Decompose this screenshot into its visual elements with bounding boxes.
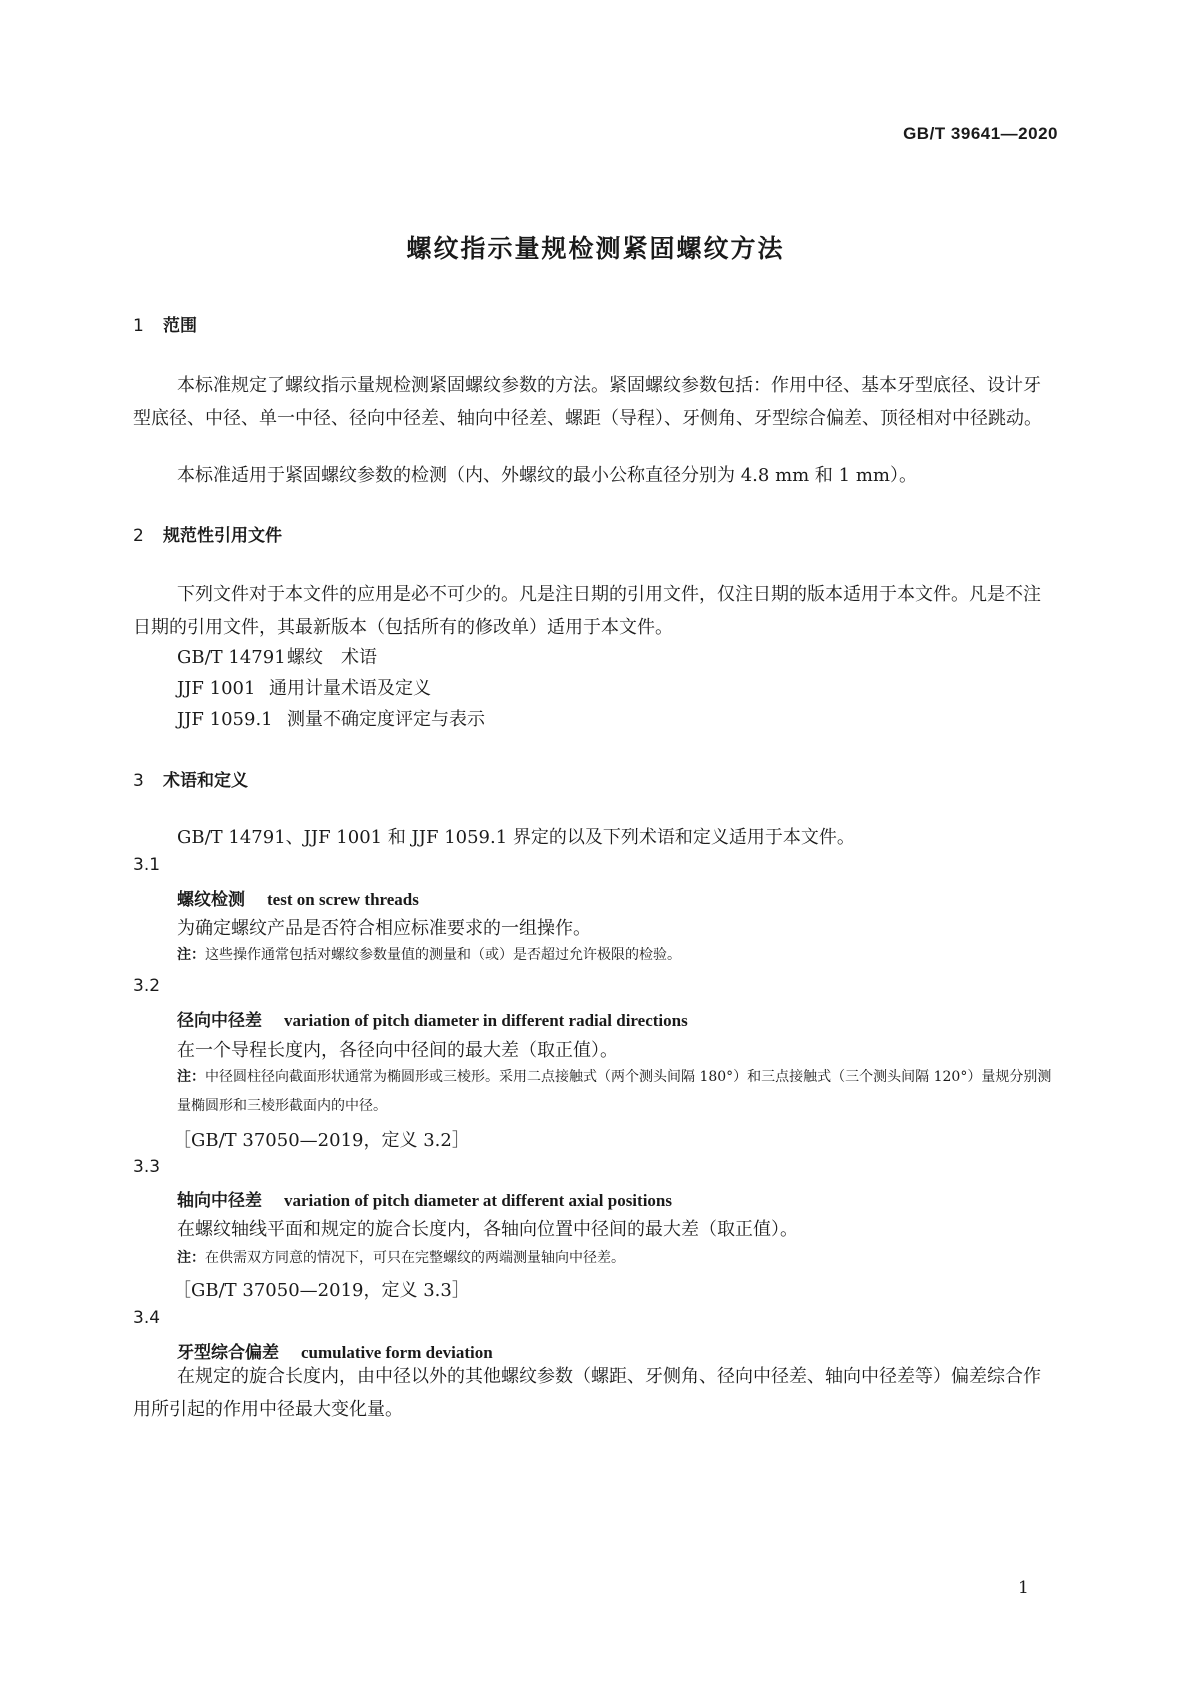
term-source: ［GB/T 37050—2019，定义 3.2］	[173, 1130, 470, 1151]
clause-number: 3.3	[133, 1157, 161, 1177]
reference-title: 通用计量术语及定义	[269, 678, 431, 699]
reference-code: GB/T 14791	[177, 647, 286, 668]
section-2-title: 规范性引用文件	[163, 526, 282, 546]
section-1-number: 1	[133, 316, 144, 336]
note-text: 这些操作通常包括对螺纹参数量值的测量和（或）是否超过允许极限的检验。	[205, 947, 681, 963]
note-label: 注：	[177, 1069, 205, 1085]
term-chinese: 轴向中径差	[177, 1191, 262, 1211]
clause-number: 3.1	[133, 855, 161, 875]
reference-code: JJF 1001	[177, 678, 256, 699]
term-english: variation of pitch diameter at different axial positions	[284, 1191, 672, 1210]
normative-reference-3	[177, 705, 485, 731]
term-definition: 在一个导程长度内，各径向中径间的最大差（取正值）。	[177, 1040, 618, 1061]
section-3-intro: GB/T 14791、JJF 1001 和 JJF 1059.1 界定的以及下列术语和定义适用于本文件。	[177, 827, 855, 848]
clause-number: 3.2	[133, 976, 161, 996]
normative-reference-2	[177, 674, 431, 700]
section-1-title: 范围	[163, 316, 197, 336]
section-1-paragraph-2: 本标准适用于紧固螺纹参数的检测（内、外螺纹的最小公称直径分别为 4.8 mm 和 1 mm）。	[177, 465, 917, 486]
section-1-heading	[133, 311, 197, 336]
section-2-paragraph-1: 下列文件对于本文件的应用是必不可少的。凡是注日期的引用文件，仅注日期的版本适用于本文件。凡是不注日期的引用文件，其最新版本（包括所有的修改单）适用于本文件。	[133, 584, 1041, 638]
reference-title: 螺纹 术语	[287, 647, 377, 668]
term-note	[177, 1063, 1057, 1121]
term-heading	[177, 1186, 672, 1211]
term-heading	[177, 885, 419, 910]
term-note	[177, 941, 1057, 970]
section-3-heading	[133, 766, 248, 791]
term-chinese: 螺纹检测	[177, 890, 245, 910]
term-definition: 为确定螺纹产品是否符合相应标准要求的一组操作。	[177, 918, 591, 939]
reference-code: JJF 1059.1	[177, 709, 273, 730]
note-text: 中径圆柱径向截面形状通常为椭圆形或三棱形。采用二点接触式（两个测头间隔 180°）和三点接触式（三个测头间隔 120°）量规分别测量椭圆形和三棱形截面内的中径。	[177, 1069, 1052, 1114]
section-2-number: 2	[133, 526, 144, 546]
term-definition: 在规定的旋合长度内，由中径以外的其他螺纹参数（螺距、牙侧角、径向中径差、轴向中径差等）偏差综合作用所引起的作用中径最大变化量。	[133, 1366, 1041, 1420]
clause-number: 3.4	[133, 1308, 161, 1328]
standard-number: GB/T 39641—2020	[903, 124, 1058, 143]
term-heading	[177, 1006, 688, 1031]
note-label: 注：	[177, 1250, 205, 1266]
term-definition: 在螺纹轴线平面和规定的旋合长度内，各轴向位置中径间的最大差（取正值）。	[177, 1219, 798, 1240]
note-label: 注：	[177, 947, 205, 963]
normative-reference-1	[177, 643, 377, 669]
section-2-heading	[133, 521, 282, 546]
term-english: cumulative form deviation	[301, 1343, 493, 1362]
page-number: 1	[1018, 1578, 1029, 1598]
section-3-number: 3	[133, 771, 144, 791]
term-chinese: 牙型综合偏差	[177, 1343, 279, 1363]
term-note	[177, 1244, 1057, 1273]
term-source: ［GB/T 37050—2019，定义 3.3］	[173, 1280, 470, 1301]
reference-title: 测量不确定度评定与表示	[287, 709, 485, 730]
note-text: 在供需双方同意的情况下，可只在完整螺纹的两端测量轴向中径差。	[205, 1250, 625, 1266]
document-title: 螺纹指示量规检测紧固螺纹方法	[406, 234, 785, 263]
term-english: test on screw threads	[267, 890, 419, 909]
term-english: variation of pitch diameter in different radial directions	[284, 1011, 688, 1030]
section-1-paragraph-1: 本标准规定了螺纹指示量规检测紧固螺纹参数的方法。紧固螺纹参数包括：作用中径、基本牙型底径、设计牙型底径、中径、单一中径、径向中径差、轴向中径差、螺距（导程）、牙侧角、牙型综合偏差、顶径相对中径跳动。	[133, 375, 1042, 429]
term-chinese: 径向中径差	[177, 1011, 262, 1031]
section-3-title: 术语和定义	[163, 771, 248, 791]
